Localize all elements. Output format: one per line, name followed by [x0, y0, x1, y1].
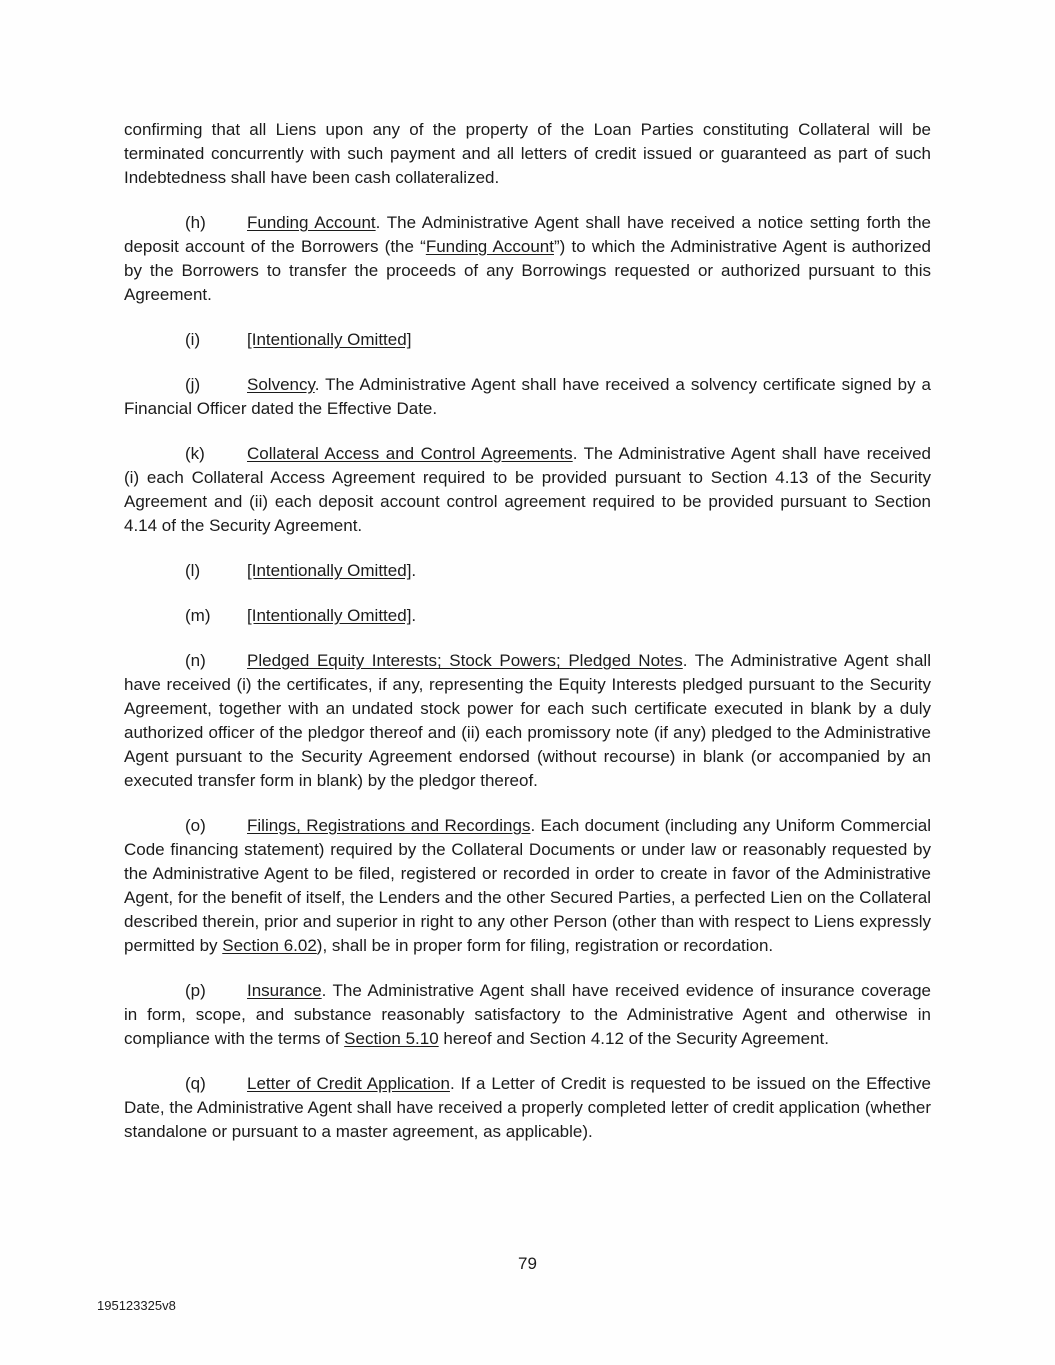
text-run: . The Administrative Agent shall have received evidence of insurance coverage in form, scope, and substance reasonably satisfactory to the Administrative Agent and otherwise in compliance with the terms of	[124, 981, 931, 1048]
page-number: 79	[518, 1254, 537, 1273]
underlined-text: Section 5.10	[344, 1029, 439, 1048]
paragraph-label: (n)	[185, 651, 206, 670]
text-run: .	[411, 561, 417, 580]
text-run: .	[411, 606, 417, 625]
paragraph	[124, 979, 931, 1051]
text-run: confirming that all Liens upon any of the property of the Loan Parties constituting Collateral will be terminated concurrently with such payment and all letters of credit issued or guaranteed as part of such Indebtedness shall have been cash collateralized.	[124, 120, 931, 187]
paragraph-label: (q)	[185, 1074, 206, 1093]
text-run: . Each document (including any Uniform Commercial Code financing statement) required by the Collateral Documents or under law or reasonably requested by the Administrative Agent to be filed, registered or recorded in order to create in favor of the Administrative Agent, for the benefit of itself, the Lenders and the other Secured Parties, a perfected Lien on the Collateral described therein, prior and superior in right to any other Person (other than with respect to Liens expressly permitted by	[124, 816, 931, 955]
paragraph-label: (k)	[185, 444, 205, 463]
paragraph	[124, 328, 931, 352]
underlined-text: Solvency	[247, 375, 315, 394]
text-run: . If a Letter of Credit is requested to be issued on the Effective Date, the Administrative Agent shall have received a properly completed letter of credit application (whether standalone or pursuant to a master agreement, as applicable).	[124, 1074, 931, 1141]
text-run: . The Administrative Agent shall have received a solvency certificate signed by a Financial Officer dated the Effective Date.	[124, 375, 931, 418]
underlined-text: Insurance	[247, 981, 322, 1000]
paragraph-label: (o)	[185, 816, 206, 835]
underlined-text: [Intentionally Omitted]	[247, 330, 412, 349]
paragraph-label: (j)	[185, 375, 201, 394]
underlined-text: Funding Account	[247, 213, 376, 232]
paragraph-label: (l)	[185, 561, 201, 580]
underlined-text: Pledged Equity Interests; Stock Powers; Pledged Notes	[247, 651, 683, 670]
text-run: . The Administrative Agent shall have received (i) the certificates, if any, representing the Equity Interests pledged pursuant to the Security Agreement, together with an undated stock power for each such certificate executed in blank by a duly authorized officer of the pledgor thereof and (ii) each promissory note (if any) pledged to the Administrative Agent pursuant to the Security Agreement endorsed (without recourse) in blank (or accompanied by an executed transfer form in blank) by the pledgor thereof.	[124, 651, 931, 790]
paragraph-label: (m)	[185, 606, 211, 625]
underlined-text: [Intentionally Omitted]	[247, 606, 412, 625]
paragraph	[124, 118, 931, 190]
text-run: . The Administrative Agent shall have received a notice setting forth the deposit account of the Borrowers (the “	[124, 213, 931, 256]
paragraph-label: (i)	[185, 330, 201, 349]
underlined-text: Filings, Registrations and Recordings	[247, 816, 531, 835]
text-run: ”) to which the Administrative Agent is authorized by the Borrowers to transfer the proceeds of any Borrowings requested or authorized pursuant to this Agreement.	[124, 237, 931, 304]
paragraph	[124, 442, 931, 538]
paragraph	[124, 814, 931, 958]
paragraph	[124, 1072, 931, 1144]
paragraph-label: (p)	[185, 981, 206, 1000]
document-id: 195123325v8	[97, 1298, 176, 1313]
text-run: . The Administrative Agent shall have received (i) each Collateral Access Agreement required to be provided pursuant to Section 4.13 of the Security Agreement and (ii) each deposit account control agreement required to be provided pursuant to Section 4.14 of the Security Agreement.	[124, 444, 931, 535]
paragraph	[124, 604, 931, 628]
paragraph	[124, 373, 931, 421]
underlined-text: [Intentionally Omitted]	[247, 561, 412, 580]
text-run: ), shall be in proper form for filing, registration or recordation.	[316, 936, 774, 955]
paragraph	[124, 211, 931, 307]
underlined-text: Letter of Credit Application	[247, 1074, 450, 1093]
text-run: hereof and Section 4.12 of the Security Agreement.	[438, 1029, 829, 1048]
paragraph	[124, 559, 931, 583]
document-body	[124, 118, 931, 1165]
paragraph-label: (h)	[185, 213, 206, 232]
underlined-text: Section 6.02	[222, 936, 317, 955]
underlined-text: Funding Account	[425, 237, 554, 256]
paragraph	[124, 649, 931, 793]
underlined-text: Collateral Access and Control Agreements	[247, 444, 573, 463]
